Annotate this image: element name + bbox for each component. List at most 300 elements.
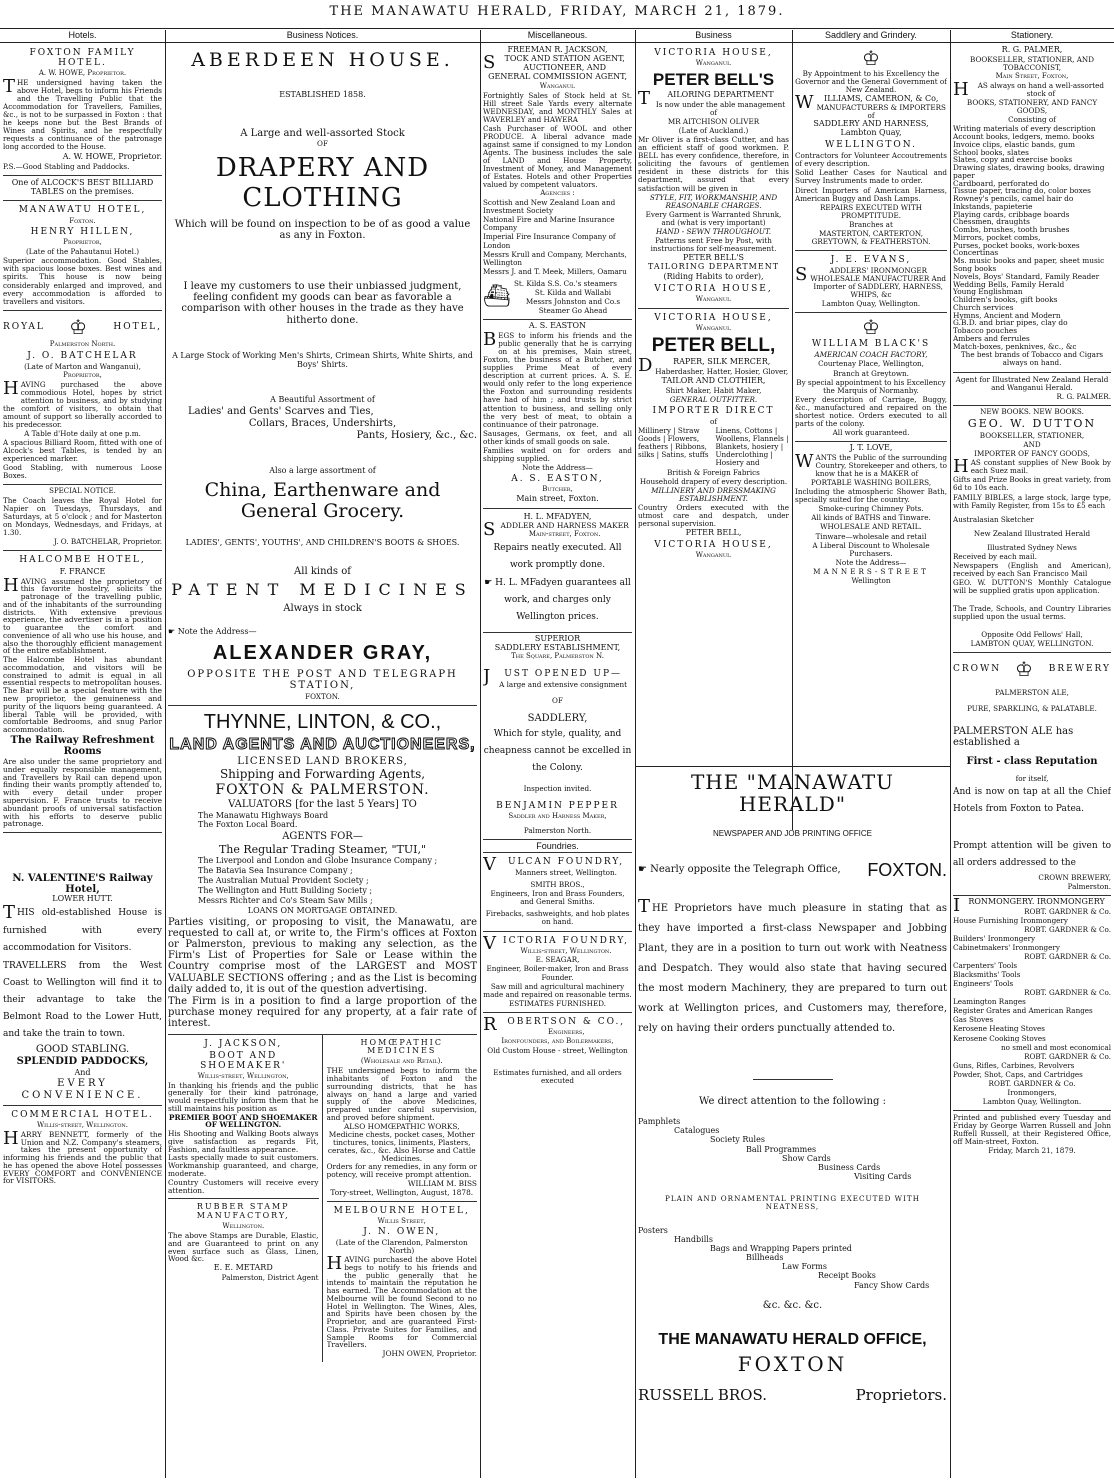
section-hotels: Hotels. xyxy=(68,30,97,40)
herald-list-item: Show Cards xyxy=(782,1153,831,1163)
easton-body3: Families waited on for orders and shipping supplied. xyxy=(483,445,632,463)
aberdeen-title: ABERDEEN HOUSE. xyxy=(191,49,454,71)
gardner-name4: ROBT. GARDNER & Co. xyxy=(1024,988,1111,998)
royal-hotel-title-right: HOTEL, xyxy=(113,321,162,332)
tailoring-oliver: MR AITCHISON OLIVER xyxy=(667,117,760,127)
melbourne-place: Willis Street, xyxy=(377,1216,426,1225)
gardner-name6: ROBT. GARDNER & Co. xyxy=(988,1078,1076,1088)
gardner-kerosene2: Kerosene Cooking Stoves xyxy=(953,1033,1046,1043)
foxton-hotel-title: FOXTON FAMILY HOTEL. xyxy=(29,48,136,69)
section-foundries: Foundries. xyxy=(483,840,632,853)
manawatu-hotel-proprietor: Proprietor, xyxy=(63,238,102,247)
halcombe-hotel-body2: The Halcombe Hotel has abundant accommodation, and visitors will be constrained to admit is equal in all essential respects to metropolitan houses. The Bar will be a special feature with the new proprietor, the genuineness and purity of the liquors being guaranteed. A liberal Table will be provided, with comfortable Bedrooms, and snug Parlor accommodation. xyxy=(3,655,162,735)
love-liberal: A Liberal Discount to Wholesale Purchasers. xyxy=(812,540,930,558)
thynne-firm: The Firm is in a position to find a large proportion of the purchase money required for any property, at a fair rate of interest. xyxy=(168,995,477,1030)
palmer-item: Children's books, gift books xyxy=(953,295,1058,305)
aberdeen-gray: ALEXANDER GRAY, xyxy=(212,641,433,664)
aberdeen-foxton: FOXTON. xyxy=(305,691,340,701)
palmer-item: Wedding Bells, Family Herald xyxy=(953,279,1065,289)
thynne-ins4: The Wellington and Hutt Building Society ; xyxy=(198,885,373,895)
herald-list-item: Billheads xyxy=(746,1253,784,1263)
williams-direct: Direct Importers of American Harness, American Buggy and Dash Lamps. xyxy=(795,185,947,203)
royal-hotel-name: J. O. BATCHELAR xyxy=(27,350,138,361)
section-business: Business xyxy=(695,30,732,40)
palmer-item: Playing cards, cribbage boards xyxy=(953,209,1070,219)
gardner-engineers: Engineers' Tools xyxy=(953,979,1014,989)
foxton-family-hotel-ad xyxy=(3,44,162,176)
pepper-saddlery-est: SADDLERY ESTABLISHMENT, xyxy=(494,642,621,652)
freeman-ag3: Imperial Fire Insurance Company of London xyxy=(483,232,616,250)
palmer-item: Slates, copy and exercise books xyxy=(953,155,1073,165)
tailoring-oliver-late: (Late of Auckland.) xyxy=(678,126,749,136)
jackson-body: In thanking his friends and the public generally for their kind patronage, would respectfully inform them that he still maintains his position as xyxy=(168,1080,319,1113)
pepper-square: The Square, Palmerston N. xyxy=(511,652,604,661)
draper-importer: IMPORTER DIRECT xyxy=(652,406,775,417)
black-branch: Branch at Greytown. xyxy=(833,368,909,378)
tailoring-title: TAILORING DEPARTMENT xyxy=(638,87,774,109)
crown-title-left: CROWN xyxy=(953,664,1002,675)
gardner-cabinet: Cabinetmakers' Ironmongery xyxy=(953,942,1060,952)
williams-cameron-ad xyxy=(795,44,947,251)
homoeo-sub: (Wholesale and Retail). xyxy=(360,1057,443,1066)
halcombe-hotel-title: HALCOMBE HOTEL, xyxy=(19,555,146,566)
special-notice-body: The Coach leaves the Royal Hotel for Napier on Tuesdays, Thursdays, and Saturdays, at 5 o'clock ; and for Masterton on Mondays, Wednesdays, and Fridays, at 1.30. xyxy=(3,496,162,538)
dutton-catalogue: GEO. W. DUTTON'S Monthly Catalogue will be supplied gratis upon application. xyxy=(953,578,1111,596)
mfadyen-body2: ☛ H. L. MFadyen guarantees all work, and charges only Wellington prices. xyxy=(484,578,631,623)
palmer-item: Account books, ledgers, memo. books xyxy=(953,131,1095,141)
palmer-address: Main Street, Foxton, xyxy=(995,72,1069,81)
williams-appointment: By Appointment to his Excellency the Governor and the General Government of New Zealand. xyxy=(795,69,947,95)
freeman-jackson-ad xyxy=(483,44,632,320)
jackson-premier: PREMIER BOOT AND SHOEMAKER OF WELLINGTON. xyxy=(168,1112,318,1130)
valentine-hotel-ad xyxy=(3,833,162,1106)
gardner-iron-title: Ironmongers, xyxy=(1007,1087,1057,1097)
williams-manufacturers: MANUFACTURERS & IMPORTERS xyxy=(816,103,946,113)
herald-direct: We direct attention to the following : xyxy=(699,1095,886,1107)
herald-divider xyxy=(753,1079,833,1080)
draper-tailor: TAILOR AND CLOTHIER, xyxy=(661,375,766,385)
draper-goods-left: Millinery | Straw Goods | Flowers, feathers | Ribbons, silks | Satins, stuffs xyxy=(638,426,709,460)
tailoring2: TAILORING DEPARTMENT xyxy=(647,261,780,271)
palmer-items xyxy=(953,125,1111,350)
dutton-cabin: Received by each mail. xyxy=(953,551,1037,561)
royal-hotel-proprietor: Proprietor, xyxy=(63,370,102,379)
easton-name: A. S. EASTON xyxy=(528,321,587,331)
victoria-sawmill: Saw mill and agricultural machinery made and repaired on reasonable terms. xyxy=(483,981,632,999)
gardner-house: House Furnishing Ironmongery xyxy=(953,915,1068,925)
draper-goods-right: Linens, Cottons | Woollens, Flannels | Blankets, hosiery | Underclothing | Hosiery and xyxy=(715,426,789,468)
business-lower-right xyxy=(327,1035,478,1362)
draper-household: Household drapery of every description. xyxy=(639,476,788,486)
black-special: By special appointment to his Excellency the Marquis of Normanby. xyxy=(796,377,946,395)
palmer-item: Chessmen, draughts xyxy=(953,217,1030,227)
thynne-linton-ad xyxy=(168,706,477,1035)
williams-title: WILLIAMS, CAMERON, & Co, xyxy=(795,92,939,114)
melbourne-body: HAVING purchased the above Hotel begs to notify to his friends and the public generally that he intends to maintain the reputation he has earned. The Accommodation at the Melbourne will be found Second to no Hotel in Wellington. The Wines, Ales, and Spirits have been chosen by the Proprietor, and are guaranteed First-Class. Private Suites for Families, and Sample Rooms for Commercial Travellers. xyxy=(326,1253,477,1350)
imprint-date: Friday, March 21, 1879. xyxy=(988,1146,1076,1156)
aberdeen-always: Always in stock xyxy=(283,602,362,614)
masthead-title: THE MANAWATU HERALD, FRIDAY, MARCH 21, 1879. xyxy=(329,4,785,19)
herald-list-item: Pamphlets xyxy=(638,1117,681,1127)
vulcan-foundry-ad xyxy=(483,853,632,931)
easton-signature: A. S. EASTON, xyxy=(511,474,604,485)
pepper-which: Which for style, quality, and cheapness cannot be excelled in the Colony. xyxy=(483,728,632,773)
halcombe-hotel-name: F. FRANCE xyxy=(59,566,106,576)
vh2-place: Wanganui. xyxy=(695,294,732,303)
love-portable: PORTABLE WASHING BOILERS, xyxy=(810,478,932,488)
homoeo-also: ALSO HOMŒPATHIC WORKS, xyxy=(343,1121,460,1131)
foxton-hotel-proprietor: A. W. HOWE, Proprietor. xyxy=(38,69,127,78)
special-notice-ad xyxy=(3,485,162,551)
business-notices-lower xyxy=(168,1035,477,1362)
palmer-item: Drawing slates, drawing books, drawing paper xyxy=(953,163,1105,180)
draper-of: of xyxy=(710,417,717,427)
herald-list-item: Business Cards xyxy=(818,1163,881,1173)
freeman-ag5: Messrs J. and T. Meek, Millers, Oamaru xyxy=(483,266,627,276)
manawatu-hotel-ad xyxy=(3,201,162,310)
aberdeen-beautiful: A Beautiful Assortment of xyxy=(270,394,375,404)
love-tinware: Tinware—wholesale and retail xyxy=(815,531,927,541)
vulcan-firebacks: Firebacks, sashweights, and hob plates on hand. xyxy=(485,909,630,927)
victoria-foundry-ad xyxy=(483,932,632,1013)
palmer-item: Invoice clips, elastic bands, gum xyxy=(953,139,1075,149)
vulcan-smith-body: Engineers, Iron and Brass Founders, and General Smiths. xyxy=(490,889,625,907)
palmer-item: Concertinas xyxy=(953,248,999,258)
gardner-ad xyxy=(953,896,1111,1111)
manawatu-hotel-title: MANAWATU HOTEL, xyxy=(18,205,147,216)
pepper-name: BENJAMIN PEPPER xyxy=(496,801,619,812)
aberdeen-working: A Large Stock of Working Men's Shirts, Crimean Shirts, White Shirts, and Boys' Shirts. xyxy=(172,350,473,369)
thynne-tui: The Regular Trading Steamer, "TUI," xyxy=(218,842,427,856)
herald-foxton2: FOXTON xyxy=(737,1351,848,1376)
pepper-large: A large and extensive consignment xyxy=(499,680,628,690)
hotels-column xyxy=(0,44,165,1478)
pepper-saddlery: SADDLERY, xyxy=(527,713,588,725)
palmer-item: Novels, Boys' Standard, Family Reader xyxy=(953,271,1100,281)
valentine-hotel-paddocks: SPLENDID PADDOCKS, xyxy=(16,1056,149,1068)
gardner-kerosene1: Kerosene Heating Stoves xyxy=(953,1024,1045,1034)
palmer-item: Cardboard, perforated do xyxy=(953,178,1050,188)
steamer-line4: Steamer Go Ahead xyxy=(538,305,608,315)
manawatu-hotel-late: (Late of the Pahautanui Hotel.) xyxy=(25,247,140,257)
palmer-title: R. G. PALMER, xyxy=(1001,45,1063,54)
palmer-agent: Agent for Illustrated New Zealand Herald and Wanganui Herald. xyxy=(955,374,1109,392)
dutton-newspapers: Newspapers (English and American), received by each San Francisco Mail xyxy=(953,560,1111,578)
pepper-title: Saddler and Harness Maker, xyxy=(508,812,607,821)
freeman-ag1: Scottish and New Zealand Loan and Investment Society xyxy=(483,198,616,216)
vh2-title: VICTORIA HOUSE, xyxy=(654,283,773,294)
palmer-item: Church services xyxy=(953,302,1014,312)
homoeo-address: Tory-street, Wellington, August, 1878. xyxy=(330,1187,474,1197)
palmer-item: Rowney's pencils, camel hair do xyxy=(953,194,1074,204)
vh4-place: Wanganui. xyxy=(695,550,732,559)
mfadyen-saddler-ad xyxy=(483,509,632,633)
crown-palm-ale2: PALMERSTON ALE has established a xyxy=(953,725,1074,748)
dutton-bibles: FAMILY BIBLES, a large stock, large type, with Family Register, from 15s to £5 each xyxy=(953,492,1111,510)
pepper-of: OF xyxy=(552,696,563,706)
williams-repairs: REPAIRS EXECUTED WITH PROMPTITUDE. xyxy=(819,202,923,220)
evans-title: J. E. EVANS, xyxy=(830,254,912,265)
easton-address: Main street, Foxton. xyxy=(516,493,599,503)
draper-outfitter: GENERAL OUTFITTER. xyxy=(669,394,758,404)
palmer-item: Tissue paper, tracing do, color boxes xyxy=(953,186,1091,196)
williams-branches-list: MASTERTON, CARTERTON, GREYTOWN, & FEATHERSTON. xyxy=(811,228,931,246)
robertson-address: Old Custom House - street, Wellington xyxy=(487,1045,628,1055)
herald-office-ad xyxy=(635,766,950,1478)
special-notice-signature: J. O. BATCHELAR, Proprietor. xyxy=(53,537,162,547)
aberdeen-collars: Collars, Braces, Undershirts, xyxy=(248,417,397,429)
herald-etc: &c. &c. &c. xyxy=(762,1299,823,1311)
aberdeen-note: ☛ Note the Address— xyxy=(168,626,257,636)
valentine-hotel-convenience: EVERY CONVENIENCE. xyxy=(21,1078,144,1101)
palmer-books: BOOKS, STATIONERY, AND FANCY GOODS, xyxy=(966,98,1098,116)
freeman-auctioneer: AUCTIONEER, AND xyxy=(523,62,607,72)
rubber-body: The above Stamps are Durable, Elastic, and are Guaranteed to print on any even surface such as Glass, Linen, Wood &c. xyxy=(168,1231,319,1264)
crown-title-right: BREWERY xyxy=(1048,664,1111,675)
aberdeen-stock: A Large and well-assorted Stock xyxy=(240,128,405,140)
crown-brewery-ad xyxy=(953,653,1111,895)
railway-rooms-title: The Railway Refreshment Rooms xyxy=(10,734,155,757)
freeman-body: Fortnightly Sales of Stock held at St. Hill street Sale Yards every alternate WEDNESDAY, and MONTHLY Sales at WAVERLEY and HAWERA xyxy=(483,90,632,124)
freeman-commission: GENERAL COMMISSION AGENT, xyxy=(488,71,627,81)
royal-hotel-title xyxy=(3,315,162,339)
rubber-stamp-ad xyxy=(168,1199,319,1286)
misc-column xyxy=(480,44,635,1478)
love-smoke: Smoke-curing Chimney Pots. xyxy=(818,504,924,514)
palmer-item: G.B.D. and briar pipes, clay do xyxy=(953,318,1068,328)
tailoring-hand: HAND - SEWN THROUGHOUT. xyxy=(655,226,772,236)
thynne-fox-palm: FOXTON & PALMERSTON. xyxy=(215,781,430,798)
business-lower-left xyxy=(168,1035,323,1362)
homoeo-signature: WILLIAM M. BISS xyxy=(407,1178,477,1188)
commercial-hotel-ad xyxy=(3,1106,162,1189)
palmer-subtitle: BOOKSELLER, STATIONER, AND TOBACCONIST, xyxy=(970,54,1094,73)
thynne-shipping: Shipping and Forwarding Agents, xyxy=(219,767,426,782)
freeman-ag2: National Fire and Marine Insurance Company xyxy=(483,215,615,233)
royal-hotel-stabling: Good Stabling, with numerous Loose Boxes. xyxy=(3,463,162,481)
tailoring-dept-ad xyxy=(638,44,789,309)
melbourne-signature: JOHN OWEN, Proprietor. xyxy=(382,1349,477,1359)
victoria-foundry-title: VICTORIA FOUNDRY, xyxy=(483,932,629,954)
crown-brewery: CROWN BREWERY, xyxy=(1038,872,1111,882)
thynne-ins1: The Liverpool and London and Globe Insurance Company ; xyxy=(198,855,438,865)
aberdeen-opposite: OPPOSITE THE POST AND TELEGRAPH STATION, xyxy=(187,669,458,692)
love-manners: MANNERS-STREET xyxy=(813,566,929,576)
gardner-name1: ROBT. GARDNER & Co. xyxy=(1024,906,1111,916)
royal-hotel-late: (Late of Marton and Wanganui), xyxy=(24,361,141,371)
freeman-stock-agent: STOCK AND STATION AGENT, xyxy=(483,51,625,73)
herald-proprietors: Proprietors. xyxy=(855,1386,947,1405)
herald-list-item: Ball Programmes xyxy=(746,1144,817,1154)
dutton-nzherald: New Zealand Illustrated Herald xyxy=(973,528,1091,538)
homoeo-list: Medicine chests, pocket cases, Mother tinctures, tonics, liniments, Plasters, cerates, &c., &c. Also Horse and Cattle Medicines. xyxy=(327,1130,476,1163)
stationery-column xyxy=(950,44,1114,1478)
tailoring-style: STYLE, FIT, WORKMANSHIP, AND REASONABLE CHARGES. xyxy=(649,192,778,210)
pb2: PETER BELL'S xyxy=(683,253,744,263)
aberdeen-leave: I leave my customers to use their unbiassed judgment, feeling confident my goods can bear as favorable a comparison with other houses in the trade as they have hitherto done. xyxy=(181,281,464,326)
black-title: WILLIAM BLACK'S xyxy=(811,339,931,350)
dutton-ad xyxy=(953,406,1111,654)
herald-list-item: Visiting Cards xyxy=(854,1172,912,1182)
evans-body: SADDLERS' IRONMONGER WHOLESALE MANUFACTURER And Importer of SADDLERY, HARNESS, WHIPS, &c xyxy=(795,264,946,300)
crown-for-itself: for itself, xyxy=(1015,774,1049,784)
easton-note: Note the Address— xyxy=(522,462,593,472)
gardner-name3: ROBT. GARDNER & Co. xyxy=(1024,951,1111,961)
rubber-title: RUBBER STAMP MANUFACTORY, xyxy=(196,1202,290,1221)
vh1-place: Wanganui. xyxy=(695,59,732,68)
williams-contractors: Contractors for Volunteer Accoutrements of every description. xyxy=(795,151,947,169)
aberdeen-house-ad xyxy=(168,44,477,706)
commercial-hotel-place: Willis-street, Wellington. xyxy=(36,1120,129,1129)
aberdeen-all-kinds: All kinds of xyxy=(294,565,351,577)
williams-saddlery: SADDLERY AND HARNESS, xyxy=(813,119,929,129)
palmer-agent-ad xyxy=(953,373,1111,406)
business-column xyxy=(635,44,792,764)
tailoring-every: Every Garment is Warranted Shrunk, and (what is very important) xyxy=(645,209,782,227)
rubber-signature: E. E. METARD xyxy=(213,1263,273,1273)
love-ad xyxy=(795,442,947,589)
vh4-title: VICTORIA HOUSE, xyxy=(654,539,773,550)
crown-place: Palmerston. xyxy=(1067,881,1111,891)
williams-wellington: WELLINGTON. xyxy=(825,140,917,151)
love-wholesale: WHOLESALE AND RETAIL. xyxy=(820,522,922,532)
gardner-ranges: Leamington Ranges xyxy=(953,997,1026,1007)
royal-hotel-place: Palmerston North. xyxy=(49,339,116,348)
herald-address-row xyxy=(638,857,947,883)
mfadyen-place: Main-street, Foxton. xyxy=(528,530,601,539)
melbourne-hotel-ad xyxy=(327,1202,478,1362)
imprint xyxy=(953,1111,1111,1159)
gardner-name5: ROBT. GARDNER & Co. xyxy=(1024,1051,1111,1061)
steamer-line3: Messrs Johnston and Co.s xyxy=(525,296,621,306)
vh3-title: VICTORIA HOUSE, xyxy=(654,312,773,323)
crown-pure: PURE, SPARKLING, & PALATABLE. xyxy=(967,704,1097,714)
palmer-item: Mirrors, pocket combs, xyxy=(953,232,1041,242)
valentine-hotel-stabling: GOOD STABLING. xyxy=(35,1044,130,1056)
mfadyen-body: Repairs neatly executed. All work promptly done. xyxy=(493,543,622,571)
victoria-seagar: E. SEAGAR, xyxy=(535,955,580,965)
foxton-hotel-body: THE undersigned having taken the above Hotel, begs to inform his Friends and the Travelling Public that the Accommodation for Travellers, Families, &c., is not to be surpassed in Foxton : that he keeps none but the Best Brands of Wines and Spirits, and he respectfully requests a continuance of the patronage long accorded to the House. xyxy=(3,75,162,152)
mfadyen-title: SADDLER AND HARNESS MAKER xyxy=(483,518,629,540)
pb3: PETER BELL, xyxy=(651,334,776,356)
gardner-powder: Powder, Shot, Caps, and Cartridges xyxy=(953,1069,1083,1079)
thynne-loans: LOANS ON MORTGAGE OBTAINED. xyxy=(247,905,398,915)
victoria-seagar-body: Engineer, Boiler-maker, Iron and Brass Founder. xyxy=(486,964,629,982)
aberdeen-drapery: DRAPERY AND CLOTHING xyxy=(215,153,430,213)
palmer-has: HAS always on hand a well-assorted stock of xyxy=(953,78,1104,100)
palmer-item: Purses, pocket books, work-boxes xyxy=(953,240,1080,250)
evans-address: Lambton Quay, Wellington. xyxy=(821,299,921,309)
saddlery-column xyxy=(792,44,950,764)
palmer-item: Tobacco pouches xyxy=(953,326,1018,336)
crown-crest-icon: ♔ xyxy=(1015,657,1035,682)
draper-millinery: MILLINERY AND DRESSMAKING ESTABLISHMENT. xyxy=(651,485,776,503)
aberdeen-china: China, Earthenware and General Grocery. xyxy=(204,479,441,523)
thynne-parties: Parties visiting, or proposing to visit, the Manawatu, are requested to call at, or write to, the Firm's offices at Foxton or Palmerston, previous to making any selection, as the Firm's List of Properties for Sale or Lease within the Country comprise most of the LARGEST and MOST VALUABLE SECTIONS offering ; and as the List is becoming daily added to, it is out of the question advertising. xyxy=(168,916,477,995)
gardner-economical: no smell and most economical xyxy=(1001,1042,1111,1052)
dutton-lambton: LAMBTON QUAY, WELLINGTON. xyxy=(970,639,1094,649)
draper-goods xyxy=(638,427,789,467)
steamer-line1: St. Kilda S.S. Co.'s steamers xyxy=(513,278,617,288)
herald-body: THE Proprietors have much pleasure in stating that as they have imported a first-class Newspaper and Jobbing Plant, they are in a position to turn out work with Neatness and Despatch. They would also state that having secured the most modern Machinery, they are prepared to turn out work at Wellington prices, and Customers may, therefore, rely on having their orders punctually attended to. xyxy=(638,895,947,1034)
easton-body2: Sausages, Germans, ox feet, and all other kinds of small goods on sale. xyxy=(483,428,632,446)
love-body: WANTS the Public of the surrounding Country, Storekeeper and others, to know that he is a MAKER of xyxy=(795,450,947,479)
palmer-item: Young Englishman xyxy=(953,287,1023,297)
royal-hotel-body: HAVING purchased the above commodious Hotel, hopes by strict attention to business, and by studying the comfort of visitors, to obtain that amount of support so liberally accorded to his predecessor. xyxy=(3,377,162,429)
crown-palm-ale: PALMERSTON ALE, xyxy=(995,688,1069,698)
mfadyen-name: H. L. MFADYEN, xyxy=(523,511,592,521)
herald-list-item: Catalogues xyxy=(674,1126,720,1136)
melbourne-title: MELBOURNE HOTEL, xyxy=(333,1205,470,1216)
gardner-guns: Guns, Rifles, Carbines, Revolvers xyxy=(953,1060,1075,1070)
vulcan-place: Manners street, Wellington. xyxy=(515,868,617,878)
melbourne-name: J. N. OWEN, xyxy=(363,1227,441,1238)
palmer-item: Hymns, Ancient and Modern xyxy=(953,310,1061,320)
black-every: Every description of Carriage, Buggy, &c., manufactured and repaired on the shortest notice. Orders executed to all parts of the colony. xyxy=(795,394,947,428)
dutton-importer: IMPORTER OF FANCY GOODS, xyxy=(974,449,1090,459)
dutton-and: AND xyxy=(1023,440,1041,450)
thynne-ins5: Messrs Richter and Co's Steam Saw Mills ; xyxy=(198,895,373,905)
draper-british: British & Foreign Fabrics xyxy=(667,467,760,477)
vulcan-title: VULCAN FOUNDRY, xyxy=(483,854,625,876)
easton-body: BEGS to inform his friends and the public generally that he is carrying on at his premises, Main street, Foxton, the business of a Butcher, and supplies Prime Meat of every description at current prices. A. S. E. would only refer to the long experience the Foxton and surrounding residents have had of him ; and trusts by strict attention to business, and selling only the very best of meat, to obtain a continuance of their patronage. xyxy=(483,328,632,429)
royal-crest-icon: ♔ xyxy=(69,314,90,339)
william-black-ad xyxy=(795,313,947,442)
robertson-iron: Ironfounders, and Boilermakers, xyxy=(501,1036,614,1045)
royal-hotel-title-left: ROYAL xyxy=(3,321,45,332)
thynne-board2: The Foxton Local Board. xyxy=(198,820,298,830)
tailoring-under: Is now under the able management of xyxy=(655,99,786,117)
jackson-body4: Country Customers will receive every attention. xyxy=(168,1177,319,1195)
williams-of: of xyxy=(867,111,875,121)
section-business-notices: Business Notices. xyxy=(286,30,359,40)
tailoring-body: Mr Oliver is a first-class Cutter, and has an efficient staff of good workmen. P. BELL has every confidence, therefore, in soliciting the favours of gentlemen resident in these districts for this department, assured that every satisfaction will be given in xyxy=(638,135,789,193)
gardner-grates: Register Grates and American Ranges xyxy=(953,1006,1093,1016)
palmer-brands: The best brands of Tobacco and Cigars always on hand. xyxy=(960,350,1104,368)
royal-hotel-ad xyxy=(3,311,162,486)
jackson-body3: Lasts specially made to suit customers. Workmanship guaranteed, and charge, moderate. xyxy=(168,1153,319,1178)
section-stationery: Stationery. xyxy=(1010,30,1054,40)
dutton-supplies: HAS constant supplies of New Book by each Suez mail. xyxy=(953,456,1111,478)
thynne-board1: The Manawatu Highways Board xyxy=(198,810,329,820)
homoeo-orders: Orders for any remedies, in any form or potency, will receive prompt attention. xyxy=(326,1162,477,1180)
valentine-hotel-place: LOWER HUTT. xyxy=(52,894,113,904)
palmer-item: Song books xyxy=(953,264,997,273)
robertson-ad xyxy=(483,1013,632,1089)
palmer-agent-sig: R. G. PALMER. xyxy=(1056,391,1111,401)
manawatu-hotel-place: Foxton. xyxy=(69,216,96,225)
herald-list1 xyxy=(638,1117,947,1181)
aberdeen-also: Also a large assortment of xyxy=(269,466,376,476)
robertson-estimates: Estimates furnished, and all orders executed xyxy=(493,1067,622,1085)
steamer-ship-icon: ⛴ xyxy=(483,284,511,310)
easton-butcher: Butcher, xyxy=(542,485,573,494)
crown-and-tap: And is now on tap at all the Chief Hotels from Foxton to Patea. xyxy=(953,787,1111,815)
manawatu-hotel-name: HENRY HILLEN, xyxy=(30,227,135,238)
section-saddlery: Saddlery and Grindery. xyxy=(825,30,917,40)
alcock-text: One of ALCOCK'S BEST BILLIARD TABLES on the premises. xyxy=(11,177,154,196)
imprint-text: Printed and published every Tuesday and Friday by George Warren Russell and John Ruffell Russell, at their Registered Office, off Main-street, Foxton. xyxy=(953,1113,1111,1147)
dutton-gifts: Gifts and Prize Books in great variety, from 6d to 10s each. xyxy=(953,475,1111,493)
thynne-ins2: The Batavia Sea Insurance Company ; xyxy=(198,865,353,875)
love-baths: All kinds of BATHS and Tinware. xyxy=(811,513,931,523)
peter-bell-draper-ad xyxy=(638,309,789,564)
gardner-carpenters: Carpenters' Tools xyxy=(953,961,1018,970)
thynne-land-agents: LAND AGENTS AND AUCTIONEERS, xyxy=(169,736,476,754)
dutton-sketcher: Australasian Sketcher xyxy=(953,514,1034,524)
masthead-rule xyxy=(0,28,1114,29)
palmer-item: Combs, brushes, tooth brushes xyxy=(953,225,1070,235)
